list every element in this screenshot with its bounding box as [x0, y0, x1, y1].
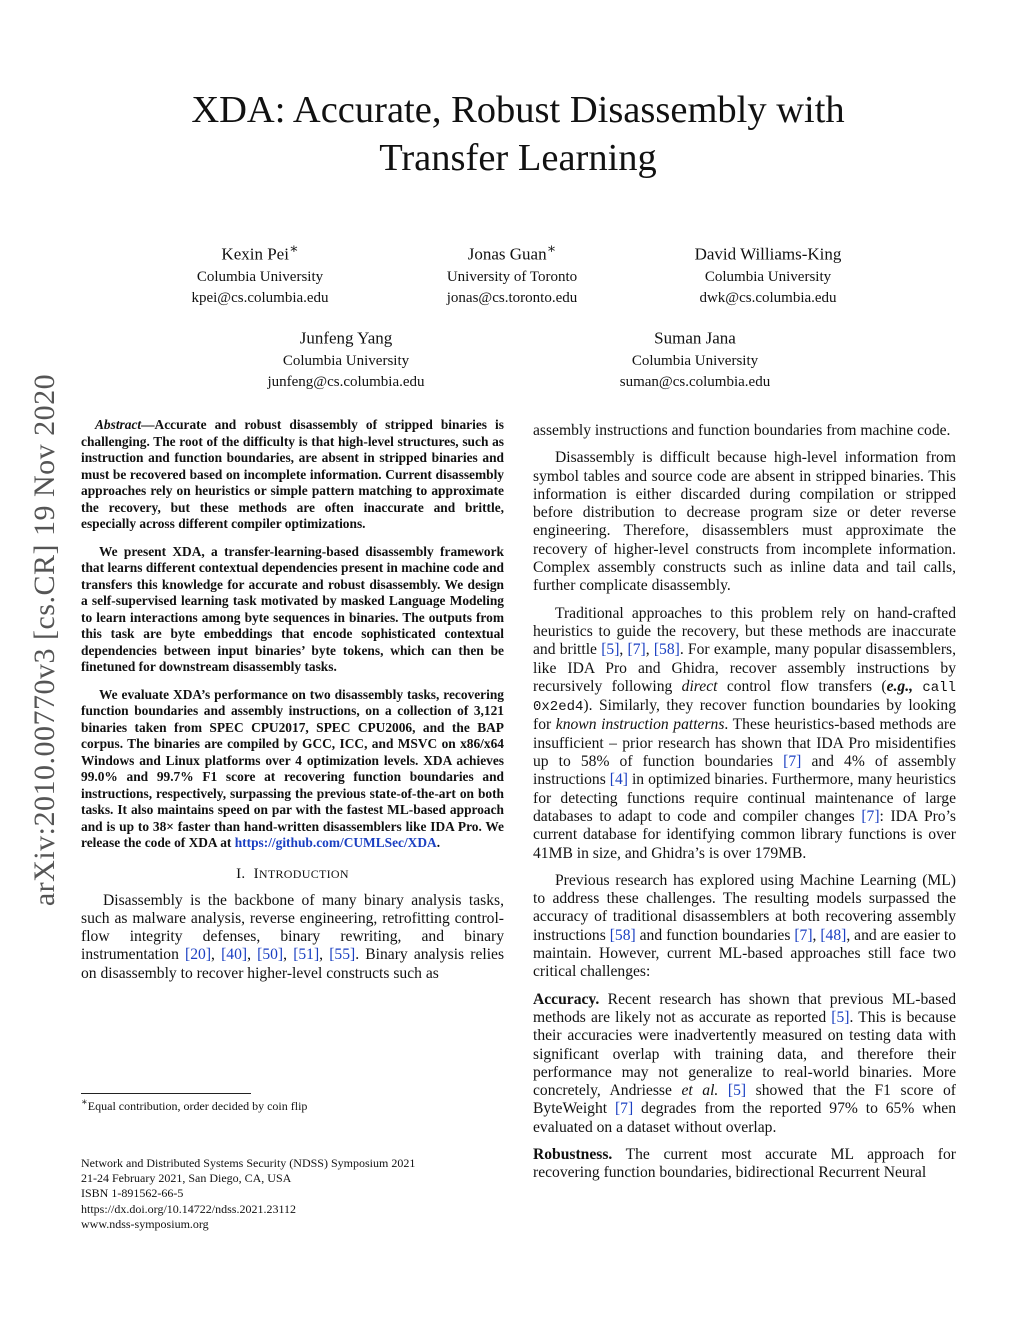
body-paragraph: Previous research has explored using Machine Learning (ML) to address these challenges. The resulting models surpassed the accuracy of traditional disassemblers at both recovering assembly instructions [58] and function boundaries [7], [48], and are easier to maintain. However, current ML-based approaches still face two critical challenges: [533, 871, 957, 981]
author-affiliation: Columbia University [631, 352, 759, 369]
title-line-2: Transfer Learning [379, 137, 657, 179]
body-text: Recent research has shown that previous ML-based methods are likely not as accurate as reported [533, 990, 956, 1026]
citation-link[interactable]: [5] [727, 1082, 747, 1100]
author-affiliation: University of Toronto [446, 268, 578, 285]
author-email: suman@cs.columbia.edu [619, 373, 771, 390]
website-link[interactable]: www.ndss-symposium.org [81, 1216, 209, 1231]
author-affiliation: Columbia University [196, 268, 324, 285]
body-text: . For example, many popular disassemblers, like IDA Pro and Ghidra, recover assembly instructions by recursively following [533, 641, 956, 695]
author-email: dwk@cs.columbia.edu [699, 289, 837, 306]
section-number: I. [236, 865, 246, 882]
body-text: . These heuristics-based methods are insufficient – prior research has shown that IDA Pro misidentifies up to 58% of function boundaries [533, 716, 956, 771]
citation-link[interactable]: [48] [820, 926, 847, 944]
paragraph-heading: Robustness. [533, 1145, 613, 1163]
body-paragraph-continued: assembly instructions and function boundaries from machine code. [533, 422, 951, 439]
footnote [81, 1097, 307, 1114]
body-text: The current most accurate ML approach for recovering function boundaries, bidirectional Recurrent Neural [533, 1145, 956, 1182]
intro-text-left [81, 892, 504, 983]
author-block [402, 237, 622, 309]
venue-line: Network and Distributed Systems Security (NDSS) Symposium 2021 [81, 1156, 416, 1170]
emphasis: et al. [681, 1082, 719, 1100]
footnote-text: Equal contribution, order decided by coin flip [87, 1099, 308, 1113]
body-text: Disassembly is the backbone of many binary analysis tasks, such as malware analysis, reverse engineering, retrofitting control-flow integrity defenses, binary rewriting, and binary instrumentation [81, 891, 504, 964]
equal-contribution-mark: ∗ [288, 241, 299, 257]
body-text: : IDA Pro’s current database for identifying common library functions is over 41MB in size, and Ghidra’s is over 179MB. [533, 807, 957, 862]
emphasis: direct [681, 677, 718, 695]
paragraph-heading: Accuracy. [533, 990, 600, 1008]
body-text: Previous research has explored using Machine Learning (ML) to address these challenges. The resulting models surpassed the accuracy of traditional disassemblers at both recovering assembly instructions [533, 871, 956, 944]
body-text: and function boundaries [635, 926, 795, 944]
author-email: kpei@cs.columbia.edu [191, 289, 329, 306]
section-heading-introduction [81, 866, 504, 883]
citation-link[interactable]: [7] [861, 807, 880, 825]
author-name: Jonas Guan [467, 244, 547, 264]
citation-link[interactable]: [20] [185, 946, 212, 964]
section-title-initial: I [253, 865, 259, 882]
emphasis: e.g., [886, 677, 913, 695]
citation-link[interactable]: [51] [293, 946, 320, 964]
author-email: junfeng@cs.columbia.edu [267, 373, 425, 390]
citation-link[interactable]: [7] [794, 926, 813, 944]
body-text: degrades from the reported 97% to 65% when evaluated on a dataset without overlap. [533, 1100, 956, 1136]
venue-line: ISBN 1-891562-66-5 [81, 1186, 184, 1201]
intro-text-right [533, 422, 956, 1183]
inline-code: call 0x2ed4 [533, 679, 956, 716]
citation-link[interactable]: [55] [329, 946, 356, 964]
abstract-text: —Accurate and robust disassembly of stripped binaries is challenging. The root of the difficulty is that high-level structures, such as instruction and function boundaries, are absent in stripped binaries and must be recovered based on incomplete information. Current disassembly approaches rely on heuristics or simple pattern matching to approximate the recovery, but these methods are often inaccurate and brittle, especially across different compiler optimizations. [81, 417, 504, 531]
citation-link[interactable]: [5] [831, 1008, 850, 1026]
body-paragraph: Disassembly is difficult because high-level information from symbol tables and source code are absent in stripped binaries. This information is either discarded during compilation or stripped before distribution to decrease program size or deter reverse engineering. Therefore, disassemblers must approximate the recovery of higher-level constructs from incomplete information. Complex assembly constructs such as inline data and tail calls, further complicate disassembly. [533, 449, 956, 595]
citation-link[interactable]: [40] [221, 946, 248, 964]
author-name: David Williams-King [694, 244, 842, 264]
citation-link[interactable]: [7] [614, 1100, 634, 1118]
citation-link[interactable]: [4] [609, 771, 628, 789]
abstract-text: We evaluate XDA’s performance on two disassembly tasks, recovering function boundaries and assembly instructions, on a collection of 3,121 binaries taken from SPEC CPU2017, SPEC CPU2006, and the BAP corpus. The binaries are compiled by GCC, ICC, and MSVC on x86/x64 Windows and Linux platforms over 4 optimization levels. XDA achieves 99.0% and 99.7% F1 score at recovering function boundaries and instructions, respectively, surpassing the previous state-of-the-art on both tasks. It also maintains speed on par with the fastest ML-based approach and is up to 38× faster than hand-written disassemblers like IDA Pro. We release the code of XDA at [81, 686, 504, 850]
venue-info [81, 1156, 415, 1232]
citation-link[interactable]: [50] [257, 946, 284, 964]
citation-link[interactable]: [5] [601, 641, 620, 659]
abstract-paragraph [81, 687, 504, 852]
body-text: Traditional approaches to this problem rely on hand-crafted heuristics to guide the recovery, but these methods are inaccurate and brittle [533, 604, 956, 659]
section-title-rest: NTRODUCTION [258, 866, 349, 881]
author-name: Suman Jana [654, 328, 736, 348]
abstract [81, 417, 504, 852]
citation-link[interactable]: [7] [783, 753, 802, 771]
author-block [236, 321, 456, 393]
arxiv-identifier: arXiv:2010.00770v3 [cs.CR] 19 Nov 2020 [28, 373, 61, 907]
body-text: showed that the F1 score of ByteWeight [533, 1082, 956, 1118]
github-link[interactable]: https://github.com/CUMLSec/XDA [234, 835, 437, 850]
author-name: Junfeng Yang [299, 328, 393, 348]
abstract-text: . [436, 835, 441, 850]
equal-contribution-mark: ∗ [546, 241, 557, 257]
body-paragraph: Traditional approaches to this problem rely on hand-crafted heuristics to guide the recovery, but these methods are inaccurate and brittle [5], [7], [58]. For example, many popular disassemblers, like IDA Pro and Ghidra, recover assembly instructions by recursively following direct control flow transfers (e.g., call 0x2ed4). Similarly, they recover function boundaries by looking for known instruction patterns. These heuristics-based methods are insufficient – prior research has shown that IDA Pro misidentifies up to 58% of function boundaries [7] and 4% of assembly instructions [4] in optimized binaries. Furthermore, many heuristics for detecting functions require continual maintenance of large databases to adapt to code and compiler changes [7]: IDA Pro’s current database for identifying common library functions is over 41MB in size, and Ghidra’s is over 179MB. [533, 604, 957, 862]
body-text: and 4% of assembly instructions [533, 753, 957, 789]
paper-title [100, 86, 936, 182]
body-text: control flow transfers ( [717, 677, 887, 695]
body-paragraph [533, 991, 956, 1137]
body-text: . Binary analysis relies on disassembly to recover higher-level constructs such as [81, 946, 505, 982]
author-affiliation: Columbia University [282, 352, 410, 369]
abstract-label: Abstract [95, 417, 142, 432]
body-text: in optimized binaries. Furthermore, many heuristics for detecting functions require continual maintenance of large databases to adapt to code and compiler changes [533, 771, 956, 825]
title-line-1: XDA: Accurate, Robust Disassembly with [191, 89, 845, 131]
emphasis: known instruction patterns [555, 716, 725, 734]
citation-link[interactable]: [58] [653, 641, 680, 659]
author-block [658, 237, 878, 309]
body-text: ). Similarly, they recover function boundaries by looking for [533, 697, 956, 734]
right-column [533, 422, 956, 1192]
citation-link[interactable]: [58] [609, 926, 636, 944]
author-block [585, 321, 805, 393]
body-paragraph [533, 1146, 956, 1183]
venue-line: 21-24 February 2021, San Diego, CA, USA [81, 1171, 292, 1186]
doi-link[interactable]: https://dx.doi.org/10.14722/ndss.2021.23112 [81, 1201, 297, 1216]
author-name: Kexin Pei [221, 244, 289, 264]
author-affiliation: Columbia University [704, 268, 832, 285]
footnote-rule [81, 1093, 251, 1094]
author-email: jonas@cs.toronto.edu [446, 289, 578, 306]
footnote-mark: ∗ [81, 1097, 88, 1108]
body-text: , and are easier to maintain. However, current ML-based approaches still face two critical challenges: [533, 926, 957, 981]
abstract-paragraph: We present XDA, a transfer-learning-based disassembly framework that learns different contextual dependencies present in machine code and transfers this knowledge for accurate and robust disassembly. We design a self-supervised learning task motivated by masked Language Modeling to learn interactions among byte sequences in binaries. The outputs from this task are byte embeddings that encode sophisticated contextual dependencies between input binaries’ byte tokens, which can then be finetuned for downstream disassembly tasks. [81, 543, 504, 674]
citation-link[interactable]: [7] [627, 641, 646, 659]
abstract-paragraph [81, 417, 504, 533]
body-paragraph: Disassembly is the backbone of many binary analysis tasks, such as malware analysis, reverse engineering, retrofitting control-flow integrity defenses, binary rewriting, and binary instrumentation [20], [40], [50], [51], [55]. Binary analysis relies on disassembly to recover higher-level constructs such as [81, 891, 505, 982]
author-block [160, 237, 360, 309]
body-text: . This is because their accuracies were inadvertently measured on testing data with significant overlap with training data, and therefore their performance may not generalize to real-world binaries. More concretely, Andriesse [533, 1008, 956, 1100]
left-column [81, 417, 504, 992]
